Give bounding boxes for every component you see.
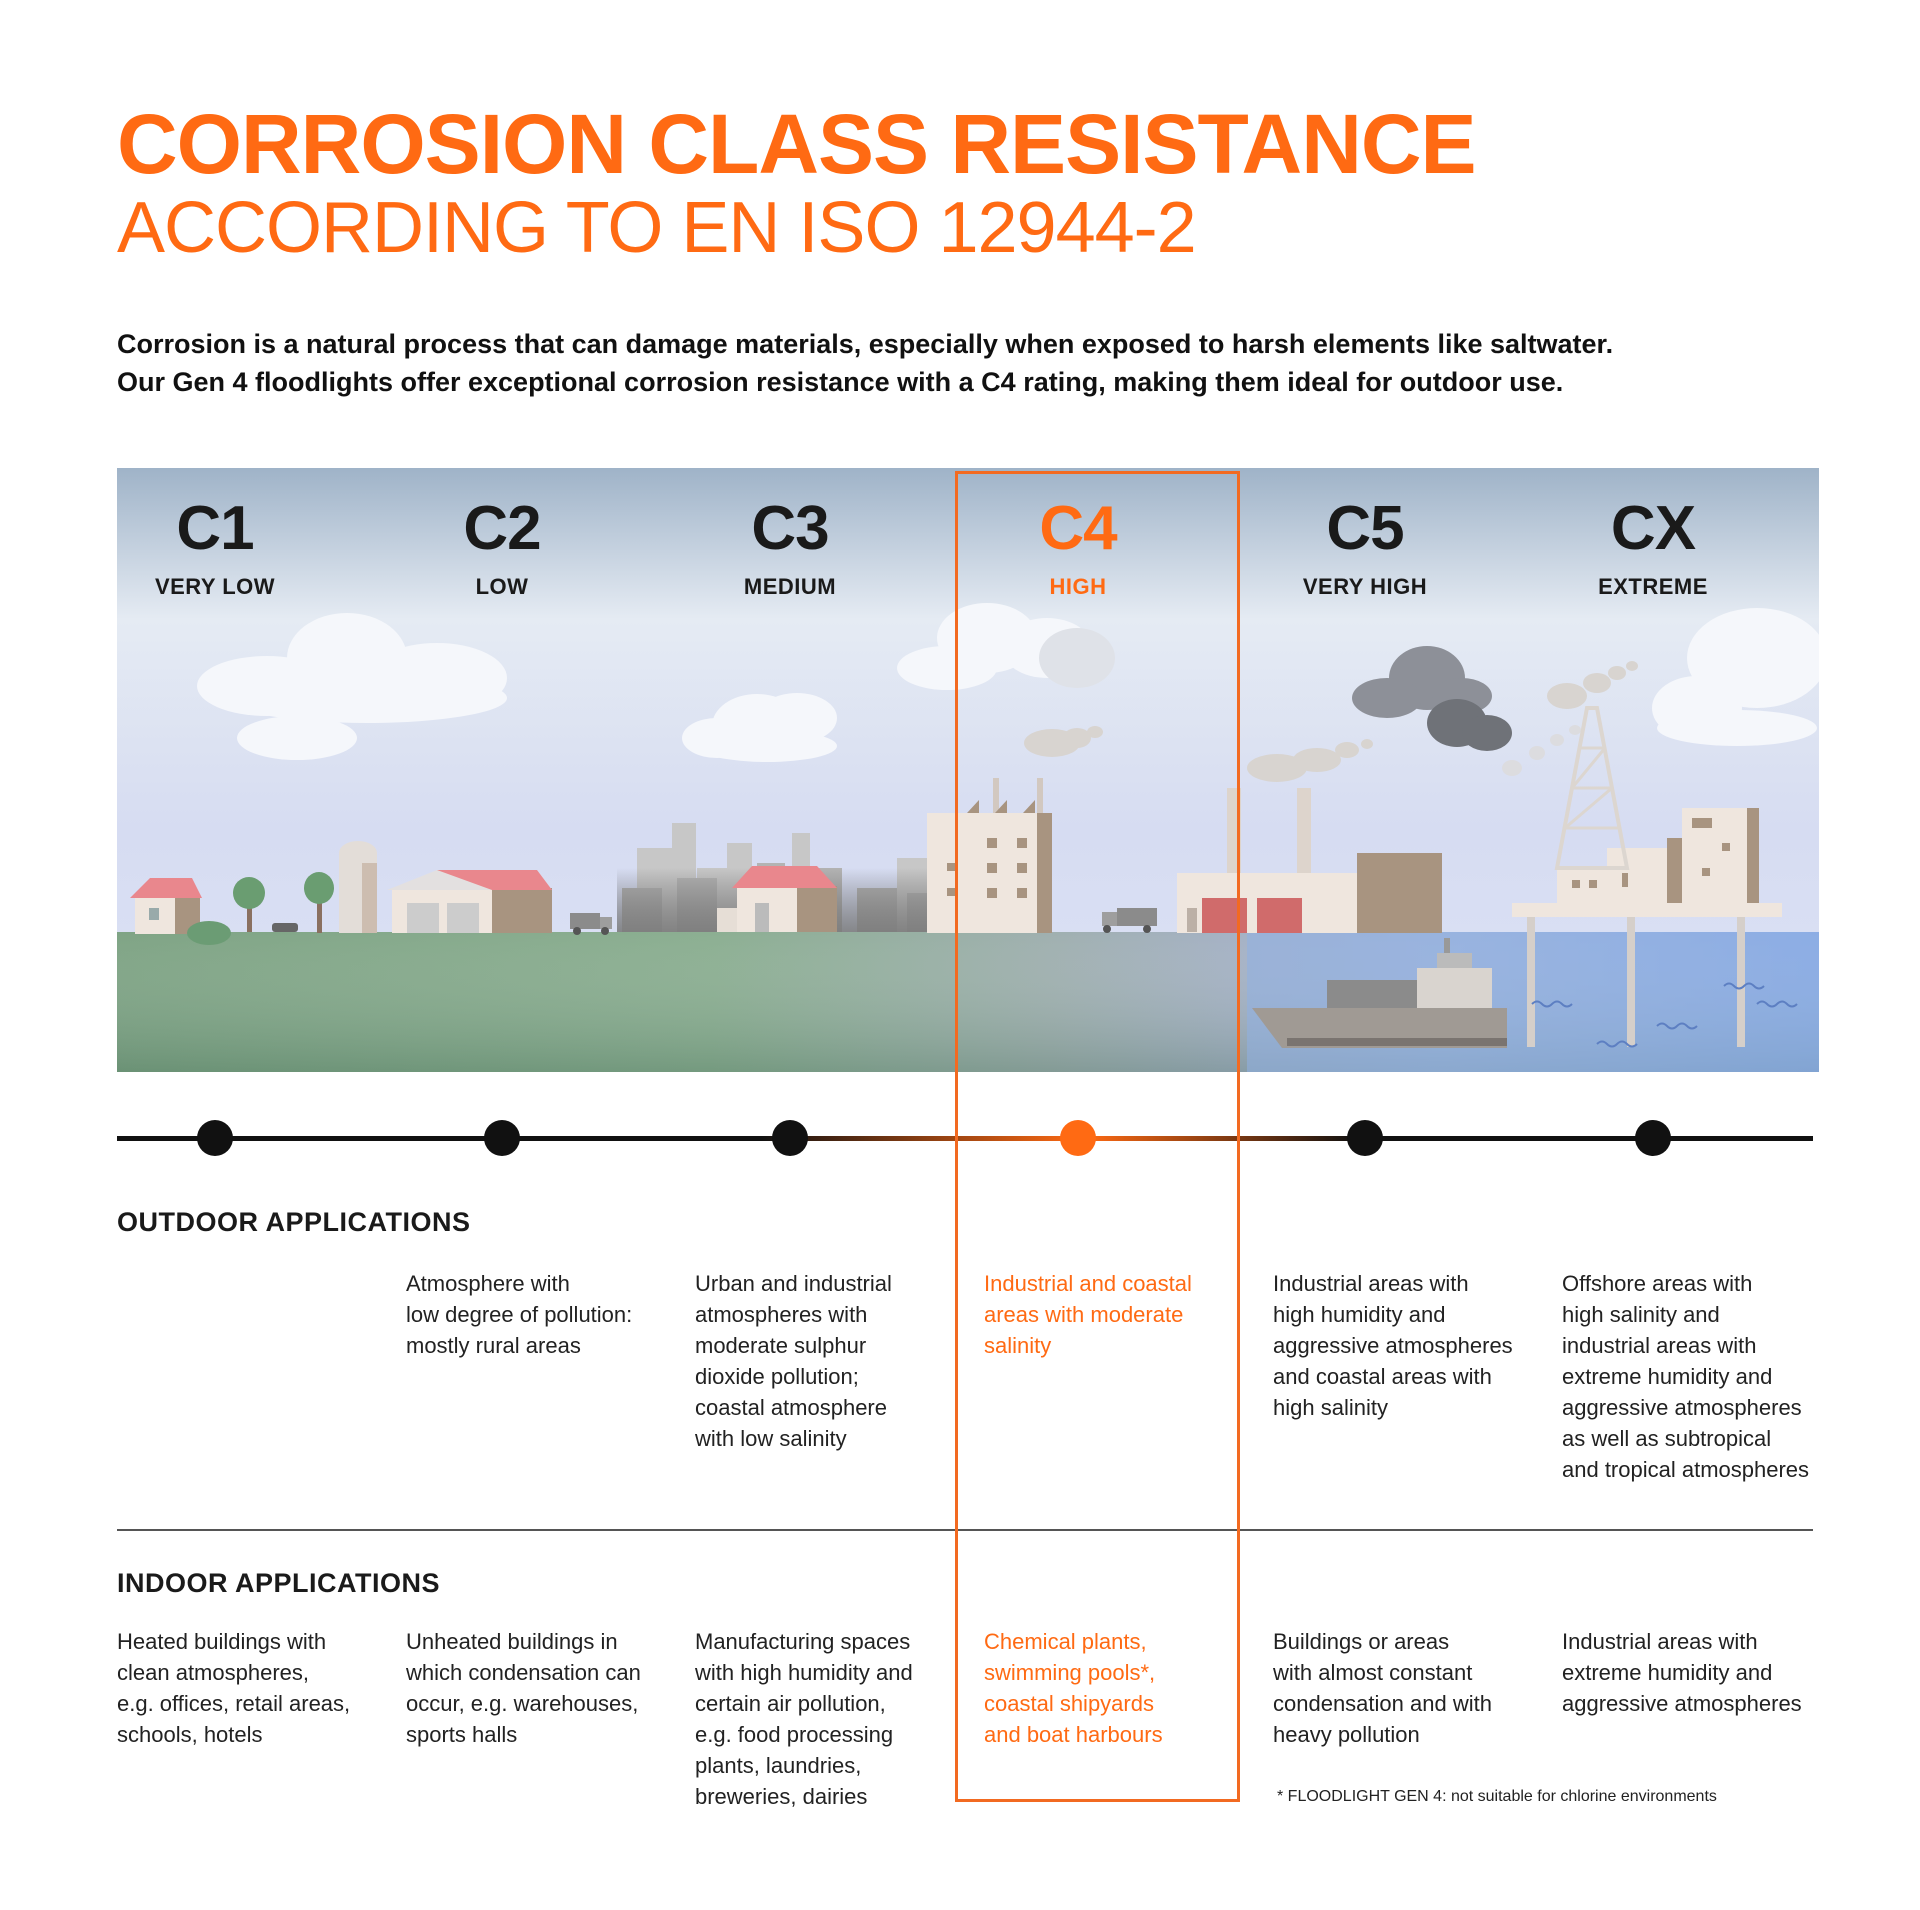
- text-line: Buildings or areas: [1273, 1629, 1450, 1654]
- outdoor-c2-text: [406, 1268, 666, 1361]
- class-code: C4: [1039, 494, 1117, 563]
- class-code: C2: [463, 494, 541, 563]
- text-line: condensation and with: [1273, 1691, 1492, 1716]
- indoor-c1-text: [117, 1626, 377, 1750]
- text-line: Industrial areas with: [1273, 1271, 1469, 1296]
- class-c5: [1275, 494, 1455, 600]
- outdoor-c5-text: [1273, 1268, 1533, 1423]
- text-line: occur, e.g. warehouses,: [406, 1691, 639, 1716]
- page-title: CORROSION CLASS RESISTANCE: [117, 97, 1476, 191]
- text-line: dioxide pollution;: [695, 1364, 859, 1389]
- text-line: Chemical plants,: [984, 1629, 1147, 1654]
- outdoor-cx-text: [1562, 1268, 1822, 1485]
- text-line: high salinity and: [1562, 1302, 1720, 1327]
- text-line: swimming pools*,: [984, 1660, 1156, 1685]
- timeline-dot: [197, 1120, 233, 1156]
- text-line: extreme humidity and: [1562, 1660, 1773, 1685]
- class-level: LOW: [475, 574, 529, 599]
- text-line: Offshore areas with: [1562, 1271, 1753, 1296]
- text-line: sports halls: [406, 1722, 518, 1747]
- text-line: aggressive atmospheres: [1273, 1333, 1513, 1358]
- timeline-dot: [484, 1120, 520, 1156]
- indoor-c2-text: [406, 1626, 666, 1750]
- outdoor-c3-text: [695, 1268, 955, 1454]
- page-subtitle: ACCORDING TO EN ISO 12944-2: [117, 188, 1196, 268]
- timeline-dot: [1347, 1120, 1383, 1156]
- outdoor-heading: OUTDOOR APPLICATIONS: [117, 1207, 471, 1237]
- class-c1: [125, 494, 305, 600]
- indoor-c5-text: [1273, 1626, 1533, 1750]
- text-line: high humidity and: [1273, 1302, 1446, 1327]
- class-level: VERY LOW: [154, 574, 276, 599]
- class-level: MEDIUM: [743, 574, 837, 599]
- text-line: and coastal areas with: [1273, 1364, 1492, 1389]
- text-line: e.g. offices, retail areas,: [117, 1691, 351, 1716]
- text-line: atmospheres with: [695, 1302, 868, 1327]
- text-line: salinity: [984, 1333, 1052, 1358]
- text-line: which condensation can: [406, 1660, 641, 1685]
- text-line: plants, laundries,: [695, 1753, 862, 1778]
- class-level: EXTREME: [1598, 574, 1708, 599]
- text-line: breweries, dairies: [695, 1784, 868, 1809]
- indoor-cx-text: [1562, 1626, 1822, 1719]
- text-line: Unheated buildings in: [406, 1629, 618, 1654]
- text-line: as well as subtropical: [1562, 1426, 1772, 1451]
- class-code: CX: [1610, 494, 1696, 563]
- text-line: Urban and industrial: [695, 1271, 892, 1296]
- timeline-dot: [1635, 1120, 1671, 1156]
- text-line: coastal atmosphere: [695, 1395, 887, 1420]
- text-line: industrial areas with: [1562, 1333, 1757, 1358]
- intro-text: [117, 325, 1837, 401]
- text-line: Heated buildings with: [117, 1629, 327, 1654]
- text-line: mostly rural areas: [406, 1333, 581, 1358]
- text-line: and tropical atmospheres: [1562, 1457, 1810, 1482]
- class-code: C1: [176, 494, 254, 563]
- class-code: C3: [751, 494, 829, 563]
- c4-highlight-frame: [955, 471, 1240, 1802]
- text-line: clean atmospheres,: [117, 1660, 309, 1685]
- class-c2: [412, 494, 592, 600]
- text-line: Industrial and coastal: [984, 1271, 1192, 1296]
- text-line: with high humidity and: [695, 1660, 913, 1685]
- class-code: C5: [1326, 494, 1404, 563]
- text-line: aggressive atmospheres: [1562, 1395, 1802, 1420]
- indoor-c3-text: [695, 1626, 955, 1812]
- text-line: certain air pollution,: [695, 1691, 886, 1716]
- text-line: moderate sulphur: [695, 1333, 867, 1358]
- text-line: with low salinity: [695, 1426, 847, 1451]
- text-line: aggressive atmospheres: [1562, 1691, 1802, 1716]
- text-line: extreme humidity and: [1562, 1364, 1773, 1389]
- text-line: coastal shipyards: [984, 1691, 1154, 1716]
- text-line: heavy pollution: [1273, 1722, 1420, 1747]
- text-line: high salinity: [1273, 1395, 1388, 1420]
- indoor-heading: INDOOR APPLICATIONS: [117, 1568, 441, 1598]
- text-line: e.g. food processing: [695, 1722, 894, 1747]
- text-line: Atmosphere with: [406, 1271, 570, 1296]
- text-line: with almost constant: [1273, 1660, 1473, 1685]
- text-line: schools, hotels: [117, 1722, 263, 1747]
- text-line: and boat harbours: [984, 1722, 1163, 1747]
- text-line: Industrial areas with: [1562, 1629, 1758, 1654]
- timeline-dot: [772, 1120, 808, 1156]
- intro-line: Corrosion is a natural process that can damage materials, especially when exposed to harsh elements like saltwater.: [117, 329, 1614, 359]
- text-line: low degree of pollution:: [406, 1302, 633, 1327]
- class-cx: [1563, 494, 1743, 600]
- class-level: VERY HIGH: [1302, 574, 1428, 599]
- footnote: * FLOODLIGHT GEN 4: not suitable for chlorine environments: [1277, 1788, 1717, 1805]
- intro-line: Our Gen 4 floodlights offer exceptional corrosion resistance with a C4 rating, making them ideal for outdoor use.: [117, 367, 1564, 397]
- class-level: HIGH: [1049, 574, 1107, 599]
- class-c3: [700, 494, 880, 600]
- text-line: areas with moderate: [984, 1302, 1184, 1327]
- text-line: Manufacturing spaces: [695, 1629, 911, 1654]
